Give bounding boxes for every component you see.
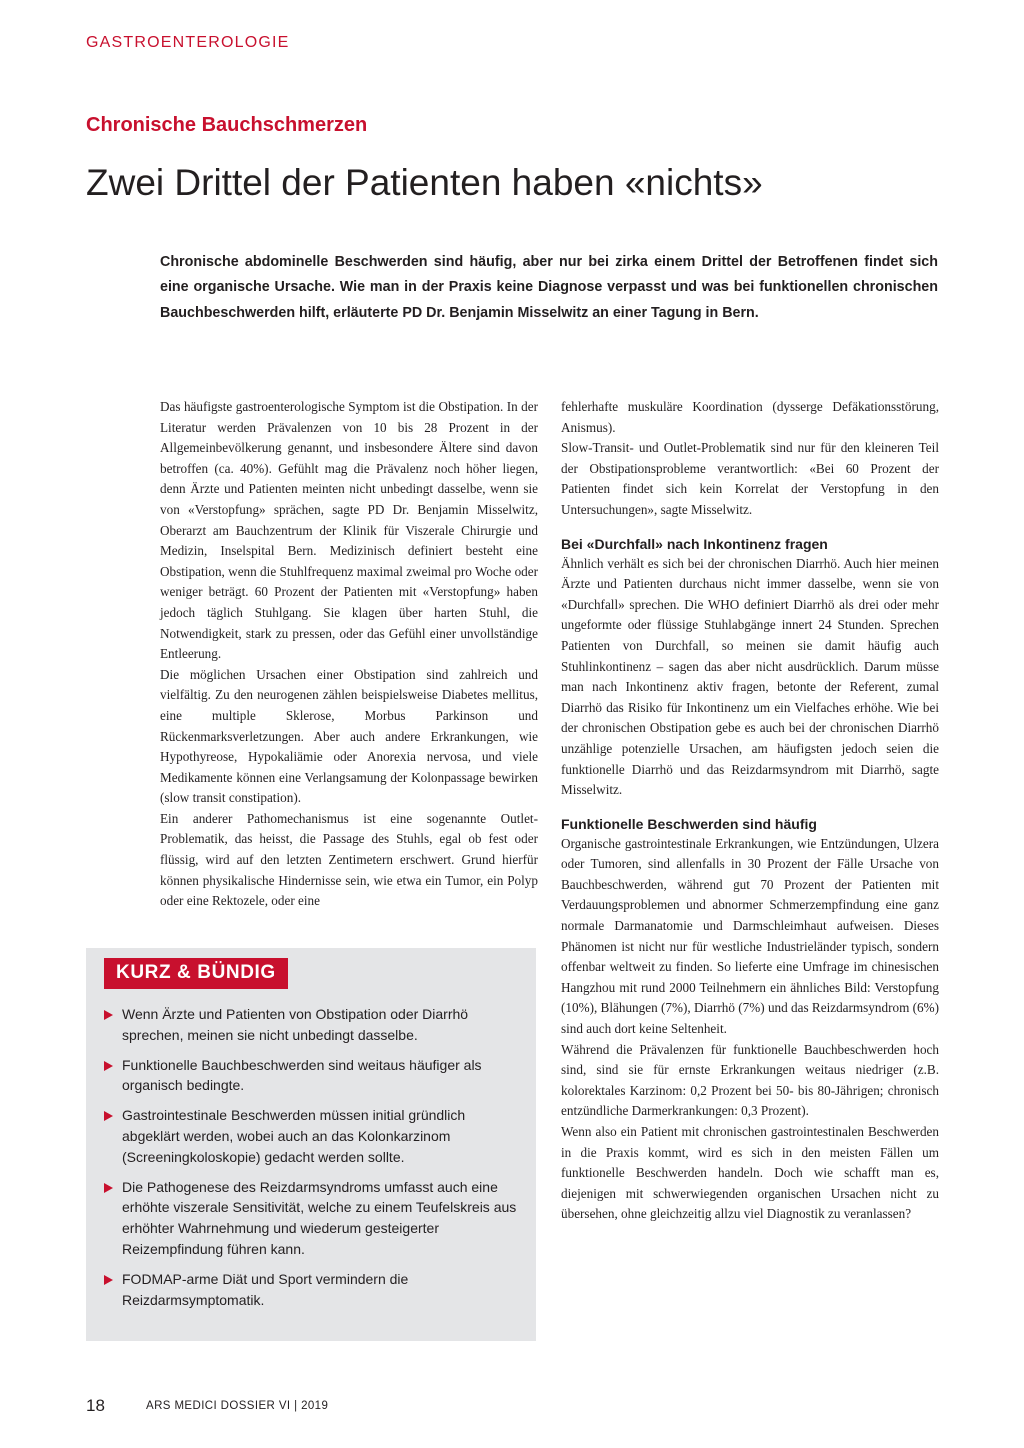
body-paragraph: Die möglichen Ursachen einer Obstipation sind zahlreich und vielfältig. Zu den neurogenen zählen beispielsweise Diabetes mellitus, eine multiple Sklerose, Morbus Parkinson und Rückenmarksverletzungen. Aber auch andere Erkrankungen, wie Hypothyreose, Hypokaliämie oder Anorexia nervosa, und viele Medikamente können eine Verlangsamung der Kolonpassage bewirken (slow transit constipation). bbox=[160, 666, 538, 806]
triangle-bullet-icon bbox=[104, 1111, 113, 1121]
subheading-functional: Funktionelle Beschwerden sind häufig bbox=[561, 815, 817, 832]
summary-item bbox=[104, 1269, 524, 1311]
publication-footer: ARS MEDICI DOSSIER VI | 2019 bbox=[146, 1400, 329, 1412]
body-paragraph: Ähnlich verhält es sich bei der chronischen Diarrhö. Auch hier meinen Ärzte und Patienten durchaus nicht immer dasselbe, wenn sie von «Durchfall» sprechen. Die WHO definiert Diarrhö als drei oder mehr ungeformte oder flüssige Stuhlabgänge innert 24 Stunden. Sprechen Patienten von Durchfall, so meinen sie damit häufig auch Stuhlinkontinenz – sagen das aber nicht ausdrücklich. Darum müsse man nach Inkontinenz aktiv fragen, betonte der Referent, zumal Diarrhö das Risiko für Inkontinenz um ein Vielfaches erhöhe. Wie bei der chronischen Obstipation gebe es auch bei der chronischen Diarrhö unzählige potenzielle Ursachen, am häufigsten jedoch seien die funktionelle Diarrhö und das Reizdarmsyndrom mit Diarrhö, sagte Misselwitz. bbox=[561, 555, 939, 798]
body-paragraph: Slow-Transit- und Outlet-Problematik sind nur für den kleineren Teil der Obstipationsprobleme verantwortlich: «Bei 60 Prozent der Patienten findet sich kein Korrelat der Verstopfung in den Untersuchungen», sagte Misselwitz. bbox=[561, 440, 939, 517]
triangle-bullet-icon bbox=[104, 1010, 113, 1020]
right-column bbox=[561, 397, 939, 1225]
summary-item-text: Die Pathogenese des Reizdarmsyndroms umfasst auch eine erhöhte viszerale Sensitivität, welche zu einem Teufelskreis aus erhöhter Wahrnehmung und wiederum gesteigerter Reizempfindung führen kann. bbox=[122, 1178, 517, 1257]
page-number: 18 bbox=[86, 1396, 105, 1415]
article-kicker: Chronische Bauchschmerzen bbox=[86, 114, 368, 136]
left-column bbox=[160, 397, 538, 912]
triangle-bullet-icon bbox=[104, 1061, 113, 1071]
subheading-diarrhea: Bei «Durchfall» nach Inkontinenz fragen bbox=[561, 535, 828, 552]
article-lead: Chronische abdominelle Beschwerden sind häufig, aber nur bei zirka einem Drittel der Betroffenen findet sich eine organische Ursache. Wie man in der Praxis keine Diagnose verpasst und was bei funktionellen chronischen Bauchbeschwerden hilft, erläuterte PD Dr. Benjamin Misselwitz an einer Tagung in Bern. bbox=[160, 254, 938, 321]
body-paragraph: Ein anderer Pathomechanismus ist eine sogenannte Outlet-Problematik, das heisst, die Passage des Stuhls, egal ob fest oder flüssig, wird auf den letzten Zentimetern erschwert. Grund hierfür können physikalische Hindernisse sein, wie etwa ein Tumor, ein Polyp oder eine Rektozele, oder eine bbox=[160, 810, 538, 909]
summary-box-title: KURZ & BÜNDIG bbox=[104, 958, 288, 989]
section-label: GASTROENTEROLOGIE bbox=[86, 34, 290, 51]
article-title: Zwei Drittel der Patienten haben «nichts» bbox=[86, 162, 763, 203]
summary-item-text: Wenn Ärzte und Patienten von Obstipation oder Diarrhö sprechen, meinen sie nicht unbedingt dasselbe. bbox=[122, 1006, 469, 1043]
summary-item bbox=[104, 1177, 524, 1260]
triangle-bullet-icon bbox=[104, 1275, 113, 1285]
summary-item-text: Funktionelle Bauchbeschwerden sind weitaus häufiger als organisch bedingte. bbox=[122, 1056, 482, 1094]
summary-item-text: Gastrointestinale Beschwerden müssen initial gründlich abgeklärt werden, wobei auch an das Kolonkarzinom (Screeningkoloskopie) gedacht werden sollte. bbox=[122, 1107, 466, 1165]
body-paragraph: fehlerhafte muskuläre Koordination (dysserge Defäkationsstörung, Anismus). bbox=[561, 399, 939, 435]
summary-item-text: FODMAP-arme Diät und Sport vermindern die Reizdarmsymptomatik. bbox=[122, 1270, 409, 1308]
body-paragraph: Das häufigste gastroenterologische Symptom ist die Obstipation. In der Literatur werden Prävalenzen von 10 bis 28 Prozent in der Allgemeinbevölkerung genannt, und insbesondere Ältere sind davon betroffen (ca. 40%). Gefühlt mag die Prävalenz noch höher liegen, denn Ärzte und Patienten meinten nicht unbedingt dasselbe, wenn sie von «Verstopfung» sprächen, sagte PD Dr. Benjamin Misselwitz, Oberarzt am Bauchzentrum der Klinik für Viszerale Chirurgie und Medizin, Inselspital Bern. Medizinisch definiert besteht eine Obstipation, wenn die Stuhlfrequenz maximal zweimal pro Woche oder weniger beträgt. 60 Prozent der Patienten mit «Verstopfung» haben jedoch täglich Stuhlgang. Sie klagen über harten Stuhl, die Notwendigkeit, stark zu pressen, oder das Gefühl einer unvollständige Entleerung. bbox=[160, 399, 538, 662]
triangle-bullet-icon bbox=[104, 1183, 113, 1193]
body-paragraph: Organische gastrointestinale Erkrankungen, wie Entzündungen, Ulzera oder Tumoren, sind allenfalls in 30 Prozent der Fälle Ursache von Bauchbeschwerden, während gut 70 Prozent der Patienten mit Verdauungsproblemen und abnormer Schmerzempfindung eine ganz normale Darmanatomie und Darmschleimhaut aufweisen. Dieses Phänomen ist nicht nur für westliche Industrieländer typisch, sondern offenbar weltweit zu finden. So lieferte eine Umfrage im chinesischen Hangzhou mit rund 2000 Teilnehmern ein ähnliches Bild: Verstopfung (10%), Blähungen (7%), Diarrhö (7%) und das Reizdarmsyndrom (6%) sind auch dort keine Seltenheit. bbox=[561, 835, 939, 1037]
summary-item bbox=[104, 1105, 524, 1167]
body-paragraph: Während die Prävalenzen für funktionelle Bauchbeschwerden hoch sind, sind sie für ernste Erkrankungen weitaus niedriger (z.B. kolorektales Karzinom: 0,2 Prozent bei 50- bis 80-Jährigen; chronisch entzündliche Darmerkrankungen: 0,3 Prozent). bbox=[561, 1041, 939, 1119]
summary-list bbox=[104, 1004, 524, 1319]
summary-item bbox=[104, 1055, 524, 1097]
summary-item bbox=[104, 1004, 524, 1046]
body-paragraph: Wenn also ein Patient mit chronischen gastrointestinalen Beschwerden in die Praxis kommt, wird es sich in den meisten Fällen um funktionelle Beschwerden handeln. Doch wie schafft man es, diejenigen mit schwerwiegenden organischen Ursachen nicht zu übersehen, ohne gleichzeitig allzu viel Diagnostik zu veranlassen? bbox=[561, 1124, 939, 1222]
